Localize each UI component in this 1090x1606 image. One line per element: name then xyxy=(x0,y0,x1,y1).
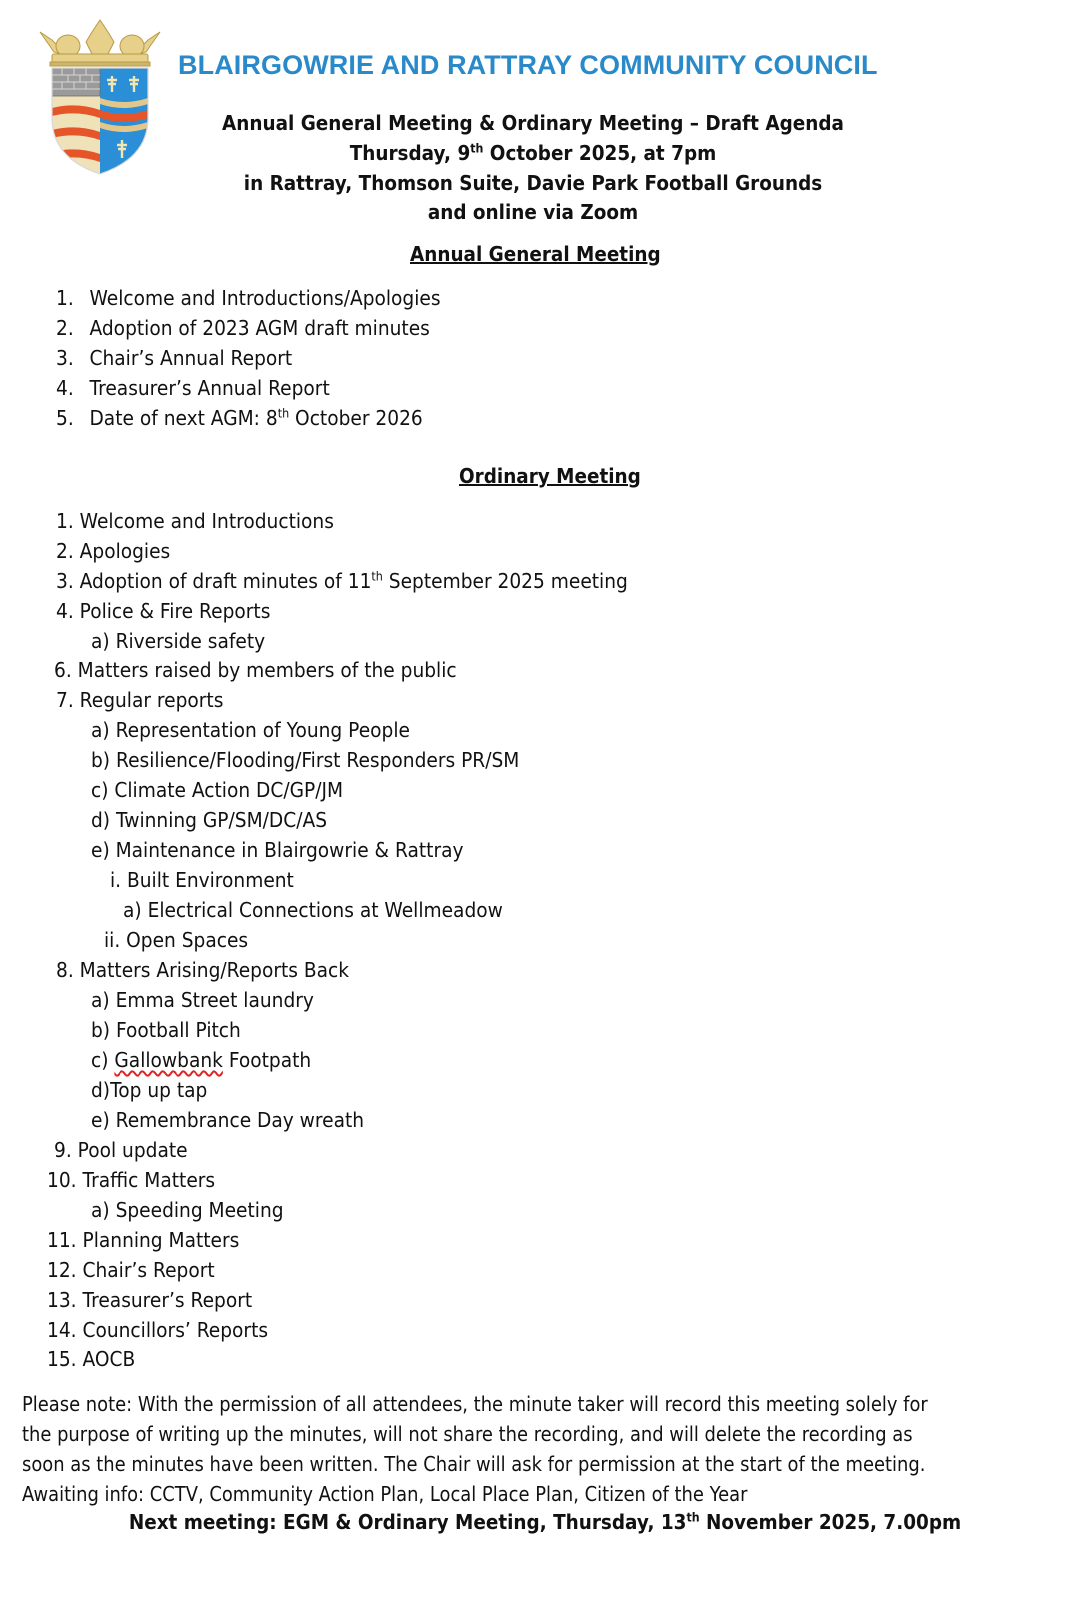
ordinary-subitem: a) Speeding Meeting xyxy=(91,1198,284,1222)
date-prefix: Thursday, 9 xyxy=(349,141,471,165)
ordinary-heading: Ordinary Meeting xyxy=(459,464,641,488)
agm-item-text: Date of next AGM: 8 xyxy=(89,406,278,430)
ordinary-item: 12. Chair’s Report xyxy=(47,1258,215,1282)
agm-item xyxy=(56,316,430,340)
ordinary-subitem: b) Resilience/Flooding/First Responders PR/SM xyxy=(91,748,520,772)
ordinary-item-text-after: Footpath xyxy=(222,1048,312,1072)
agm-item-ordinal: th xyxy=(277,406,290,421)
ordinary-item-text-after: September 2025 meeting xyxy=(382,569,628,593)
ordinary-subitem: d)Top up tap xyxy=(91,1078,208,1102)
agm-item xyxy=(56,406,423,430)
recording-note-line: Please note: With the permission of all attendees, the minute taker will record this meeting solely for xyxy=(22,1392,928,1416)
next-meeting-suffix: November 2025, 7.00pm xyxy=(699,1510,962,1534)
ordinary-item: 2. Apologies xyxy=(56,539,171,563)
agm-item-text: Adoption of 2023 AGM draft minutes xyxy=(89,316,430,340)
ordinary-subitem: b) Football Pitch xyxy=(91,1018,241,1042)
meeting-venue: in Rattray, Thomson Suite, Davie Park Football Grounds xyxy=(243,171,823,195)
ordinary-item-text: 3. Adoption of draft minutes of 11 xyxy=(56,569,372,593)
ordinary-subsubitem: ii. Open Spaces xyxy=(104,928,249,952)
ordinary-subitem: e) Remembrance Day wreath xyxy=(91,1108,365,1132)
ordinary-item-ordinal: th xyxy=(371,569,383,584)
ordinary-subitem: a) Emma Street laundry xyxy=(91,988,314,1012)
ordinary-item: 10. Traffic Matters xyxy=(47,1168,216,1192)
next-meeting xyxy=(44,1510,1047,1534)
agm-item-text: Treasurer’s Annual Report xyxy=(89,376,330,400)
agm-item-number: 1. xyxy=(56,286,74,310)
ordinary-item: 4. Police & Fire Reports xyxy=(56,599,271,623)
agm-item-number: 5. xyxy=(56,406,74,430)
agm-item xyxy=(56,376,330,400)
ordinary-subitem: a) Riverside safety xyxy=(91,629,266,653)
recording-note-line: the purpose of writing up the minutes, will not share the recording, and will delete the recording as xyxy=(22,1422,913,1446)
ordinary-item: 6. Matters raised by members of the public xyxy=(54,658,457,682)
agm-item-number: 2. xyxy=(56,316,74,340)
ordinary-item xyxy=(56,569,628,593)
ordinary-item: 1. Welcome and Introductions xyxy=(56,509,334,533)
meeting-date xyxy=(43,138,1024,168)
ordinary-item: 15. AOCB xyxy=(47,1347,136,1371)
ordinary-subitem: a) Representation of Young People xyxy=(91,718,410,742)
agm-heading: Annual General Meeting xyxy=(410,242,661,266)
agm-item xyxy=(56,346,292,370)
recording-note-line: soon as the minutes have been written. The Chair will ask for permission at the start of the meeting. xyxy=(22,1452,926,1476)
ordinary-subsubitem: a) Electrical Connections at Wellmeadow xyxy=(123,898,503,922)
organisation-name: BLAIRGOWRIE AND RATTRAY COMMUNITY COUNCIL xyxy=(178,50,878,80)
ordinary-item: 11. Planning Matters xyxy=(47,1228,240,1252)
ordinary-item: 7. Regular reports xyxy=(56,688,224,712)
agm-item xyxy=(56,286,441,310)
ordinary-item: 13. Treasurer’s Report xyxy=(47,1288,253,1312)
ordinary-subitem xyxy=(91,1048,311,1072)
ordinary-subitem: d) Twinning GP/SM/DC/AS xyxy=(91,808,328,832)
ordinary-item: 14. Councillors’ Reports xyxy=(47,1318,269,1342)
next-meeting-ordinal: th xyxy=(686,1510,700,1525)
ordinary-item-prefix: c) xyxy=(91,1048,115,1072)
next-meeting-prefix: Next meeting: EGM & Ordinary Meeting, Thursday, 13 xyxy=(128,1510,687,1534)
date-ordinal: th xyxy=(470,141,484,156)
ordinary-subitem: c) Climate Action DC/GP/JM xyxy=(91,778,344,802)
agm-item-number: 4. xyxy=(56,376,74,400)
agm-item-text: Welcome and Introductions/Apologies xyxy=(89,286,441,310)
agenda-title: Annual General Meeting & Ordinary Meeting – Draft Agenda xyxy=(222,111,844,135)
date-suffix: October 2025, at 7pm xyxy=(483,141,717,165)
ordinary-subitem: e) Maintenance in Blairgowrie & Rattray xyxy=(91,838,464,862)
meeting-online: and online via Zoom xyxy=(427,200,639,224)
awaiting-info-line: Awaiting info: CCTV, Community Action Plan, Local Place Plan, Citizen of the Year xyxy=(22,1482,748,1506)
agm-item-text: Chair’s Annual Report xyxy=(89,346,293,370)
ordinary-item: 8. Matters Arising/Reports Back xyxy=(56,958,350,982)
ordinary-subsubitem: i. Built Environment xyxy=(110,868,294,892)
agm-item-number: 3. xyxy=(56,346,74,370)
spellcheck-flagged-word: Gallowbank xyxy=(114,1048,223,1072)
ordinary-item: 9. Pool update xyxy=(54,1138,188,1162)
agm-item-text-after: October 2026 xyxy=(289,406,423,430)
